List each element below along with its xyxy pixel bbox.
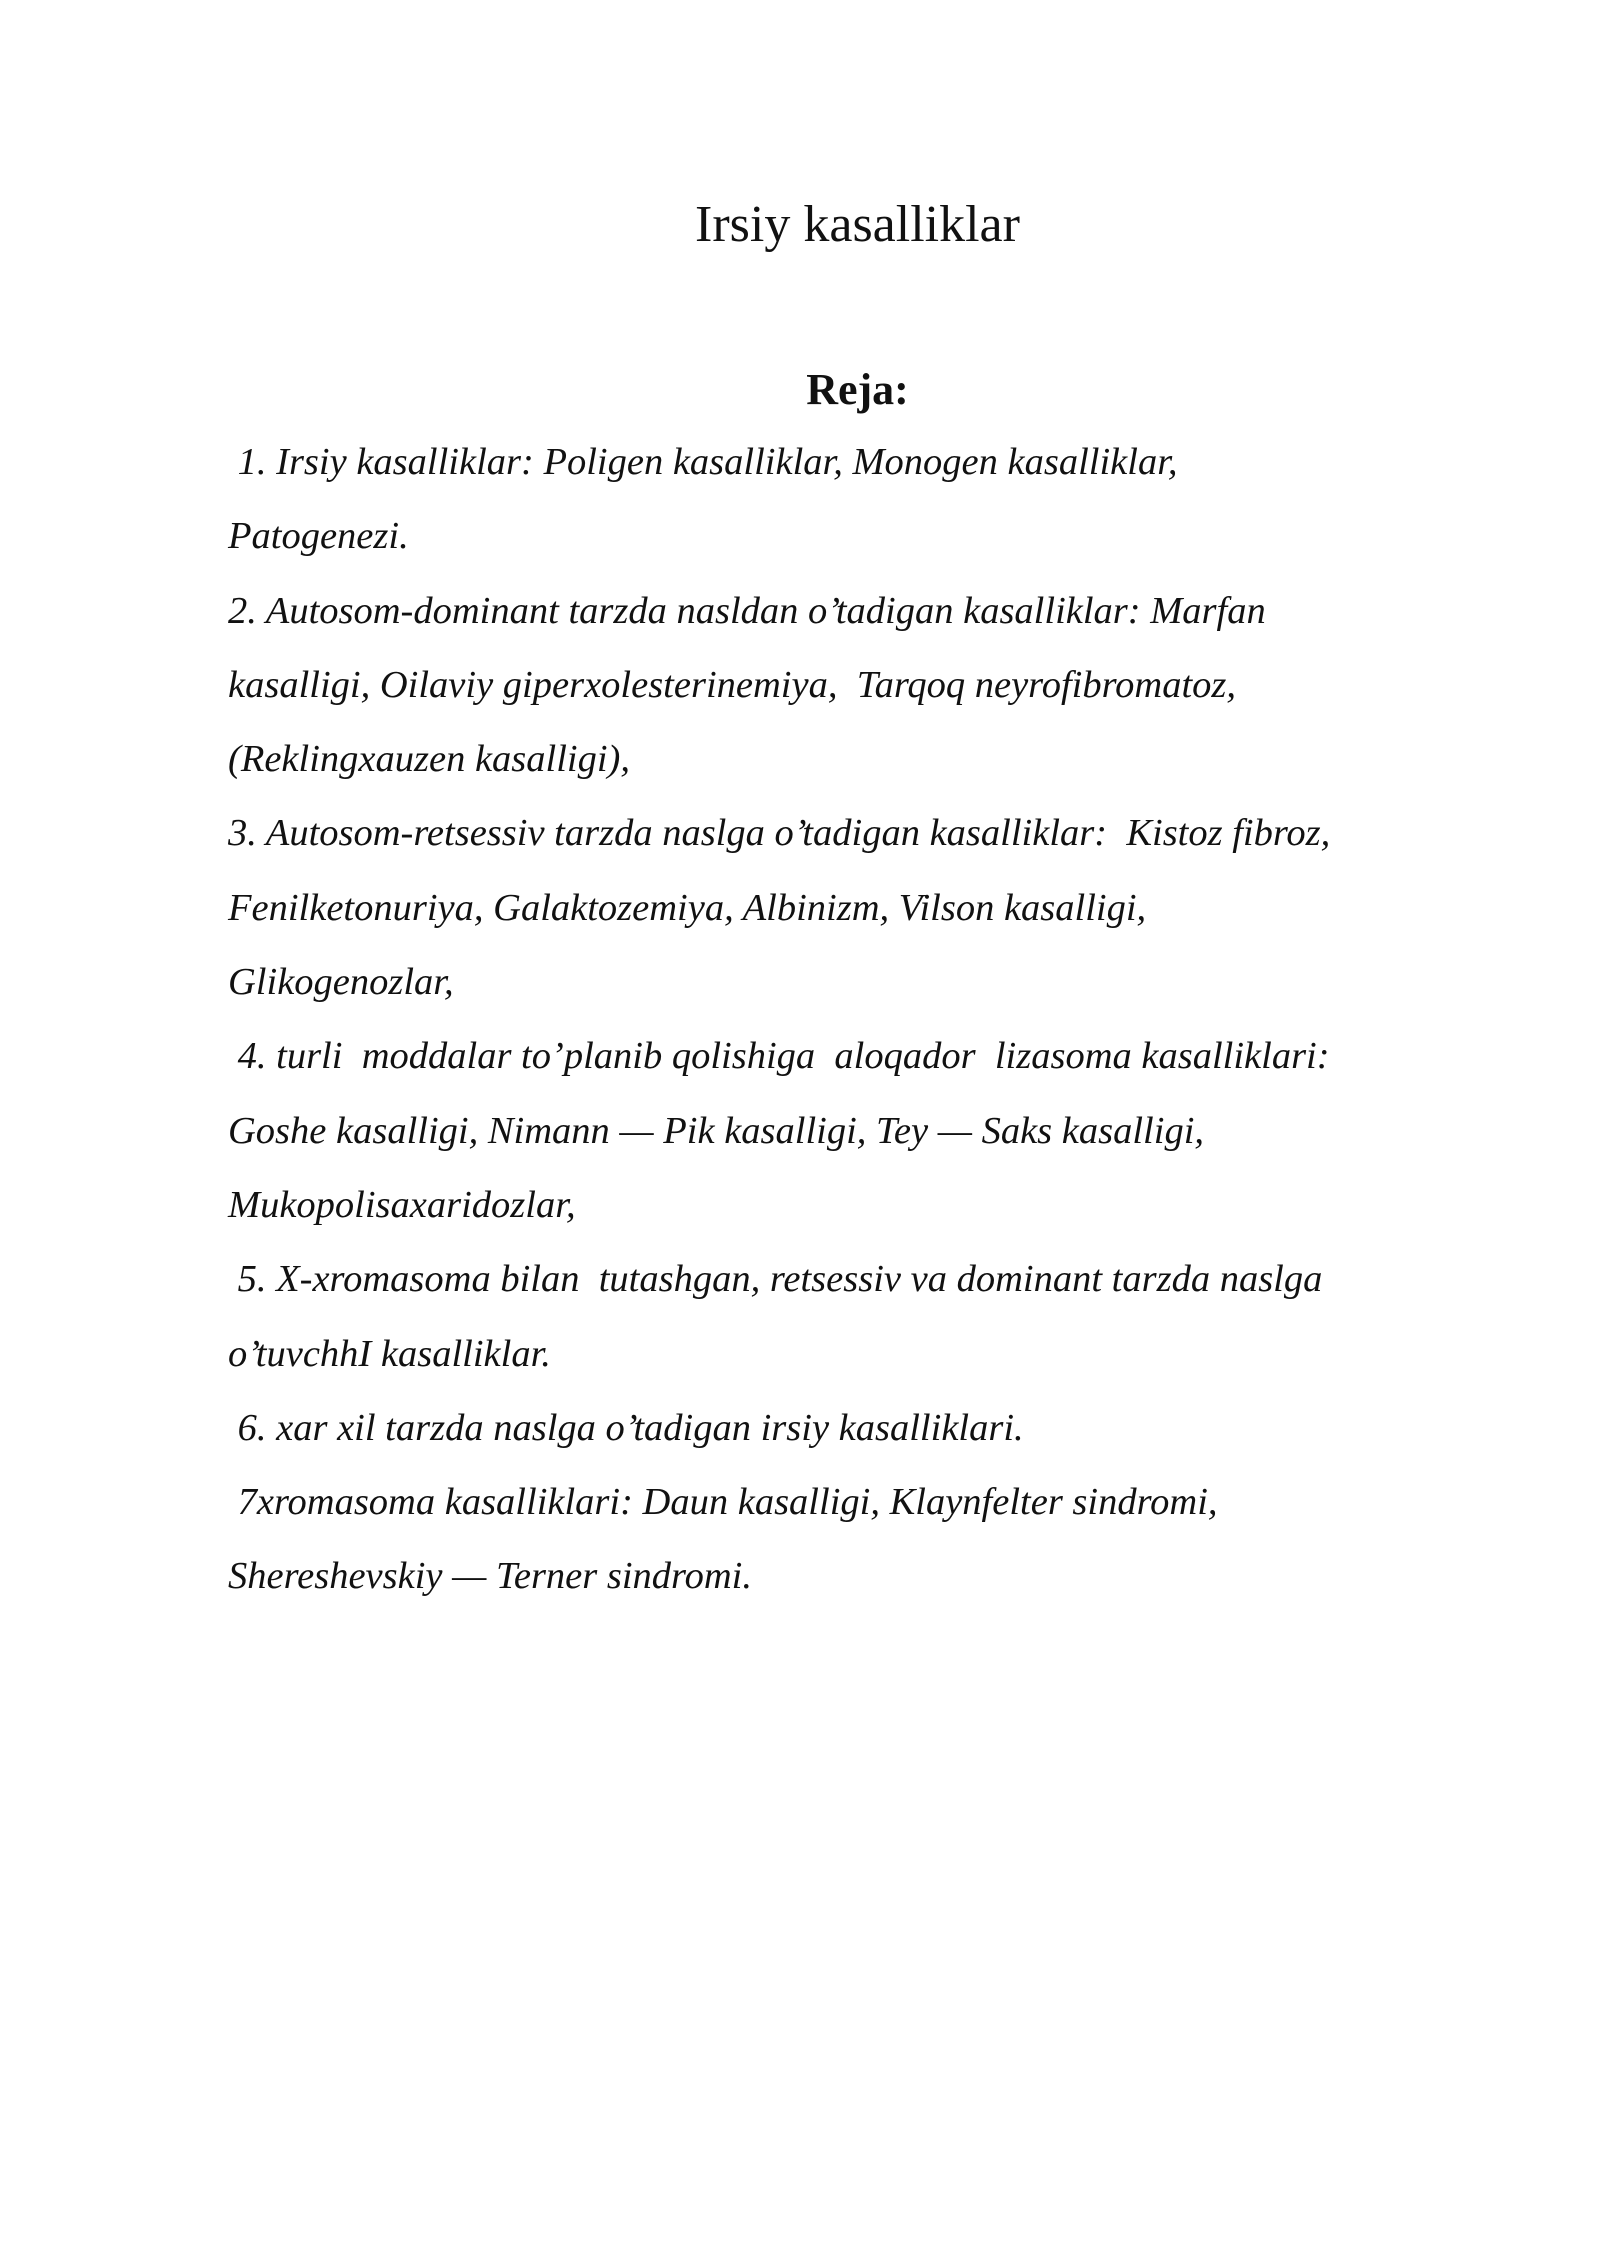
- plan-line: Mukopolisaxaridozlar,: [228, 1183, 576, 1226]
- plan-line: 1. Irsiy kasalliklar: Poligen kasalliklar, Monogen kasalliklar,: [228, 441, 1178, 483]
- plan-line: Glikogenozlar,: [228, 961, 454, 1004]
- plan-line: Fenilketonuriya, Galaktozemiya, Albinizm, Vilson kasalligi,: [228, 886, 1147, 929]
- plan-line: Goshe kasalligi, Nimann — Pik kasalligi, Tey — Saks kasalligi,: [228, 1109, 1205, 1152]
- plan-line: 7xromasoma kasalliklari: Daun kasalligi, Klaynfelter sindromi,: [228, 1481, 1218, 1524]
- plan-line: o’tuvchhI kasalliklar.: [228, 1332, 551, 1375]
- plan-line: 4. turli moddalar to’planib qolishiga aloqador lizasoma kasalliklari:: [228, 1035, 1330, 1078]
- plan-line: 3. Autosom-retsessiv tarzda naslga o’tadigan kasalliklar: Kistoz fibroz,: [228, 812, 1331, 855]
- plan-line: kasalligi, Oilaviy giperxolesterinemiya, Tarqoq neyrofibromatoz,: [228, 663, 1237, 706]
- plan-line: 6. xar xil tarzda naslga o’tadigan irsiy kasalliklari.: [228, 1406, 1024, 1449]
- plan-line: (Reklingxauzen kasalligi),: [228, 738, 630, 781]
- document-title: Irsiy kasalliklar: [695, 195, 1020, 253]
- plan-line: 5. X-xromasoma bilan tutashgan, retsessiv va dominant tarzda naslga: [228, 1258, 1323, 1301]
- plan-body: [228, 425, 1528, 1614]
- plan-heading: Reja:: [806, 364, 909, 414]
- plan-line: Shereshevskiy — Terner sindromi.: [228, 1555, 752, 1598]
- plan-line: Patogenezi.: [228, 515, 409, 558]
- plan-line: 2. Autosom-dominant tarzda nasldan o’tadigan kasalliklar: Marfan: [228, 589, 1266, 632]
